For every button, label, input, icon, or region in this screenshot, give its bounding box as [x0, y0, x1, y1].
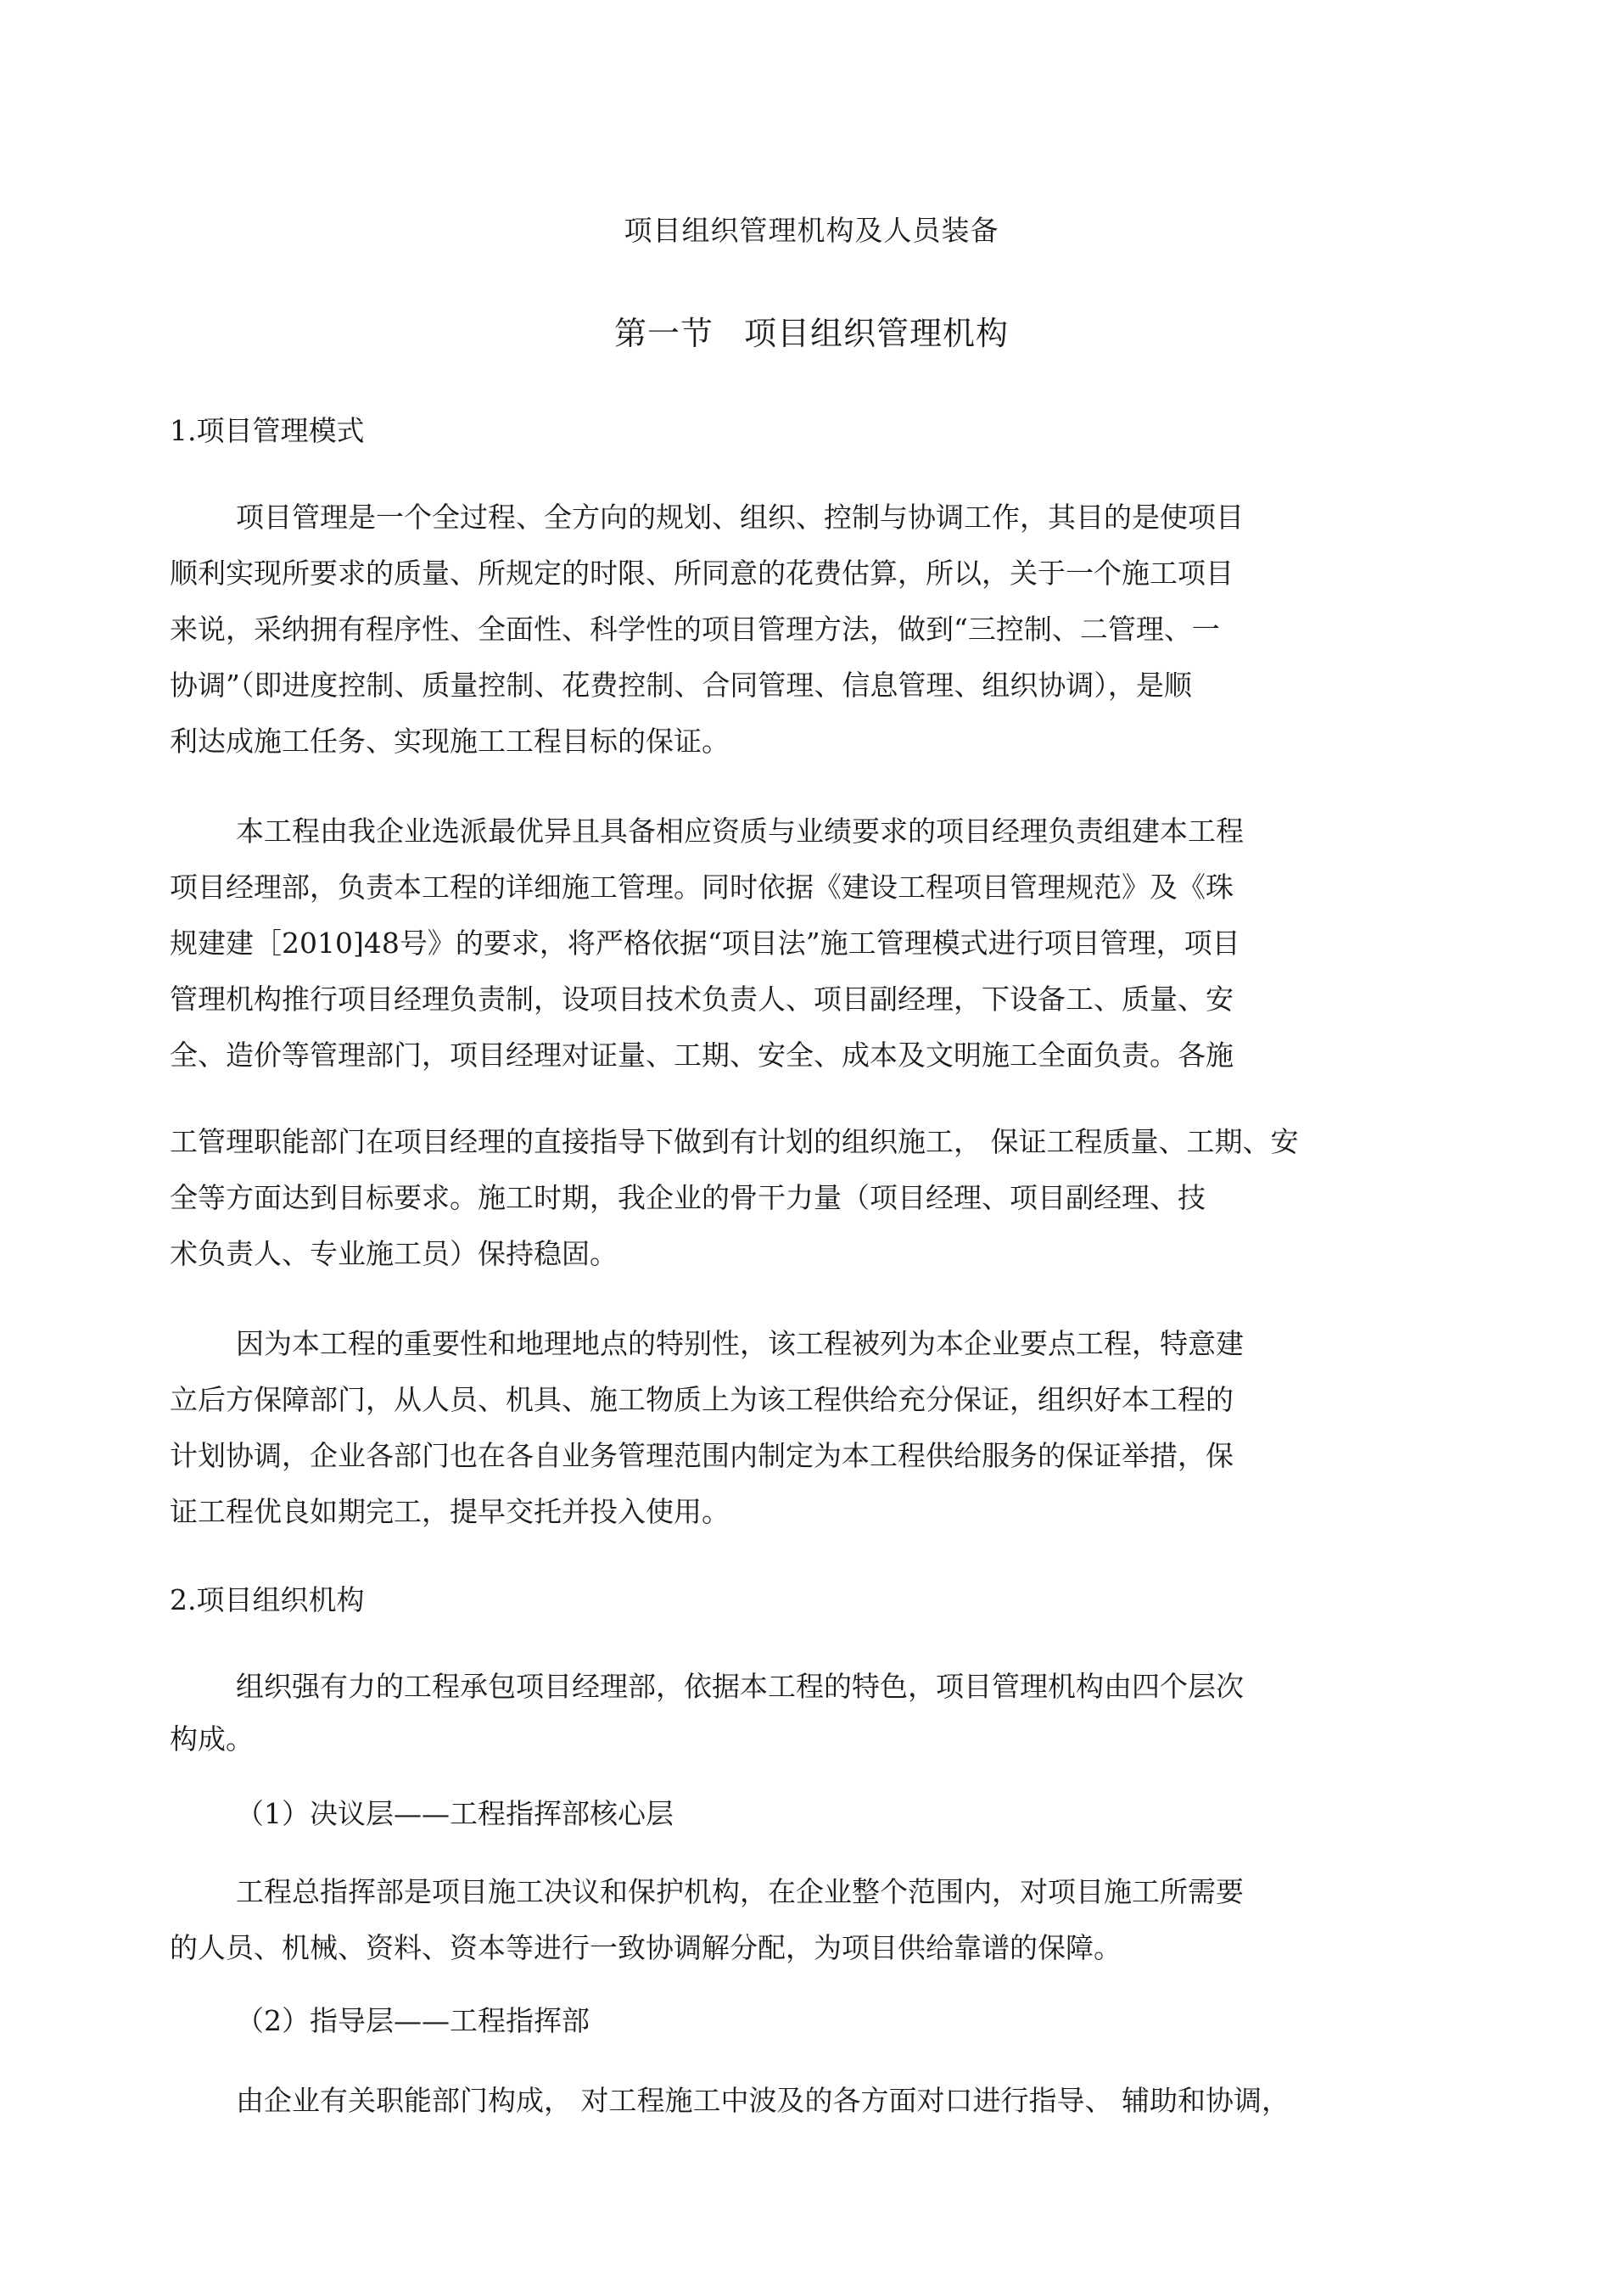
heading-project-organization: 2.项目组织机构: [170, 1583, 365, 1616]
paragraph-2-line-2: 项目经理部，负责本工程的详细施工管理。同时依据《建设工程项目管理规范》及《珠: [170, 871, 1234, 904]
paragraph-5-line-1: 工程总指挥部是项目施工决议和保护机构，在企业整个范围内，对项目施工所需要: [236, 1875, 1244, 1908]
document-title: 项目组织管理机构及人员装备: [624, 214, 999, 247]
paragraph-2-line-3: 规建建［2010]48号》的要求，将严格依据“项目法”施工管理模式进行项目管理，项目: [170, 927, 1240, 960]
paragraph-1-line-3: 来说，采纳拥有程序性、全面性、科学性的项目管理方法，做到“三控制、二管理、一: [170, 613, 1220, 646]
section-prefix: 第一节: [613, 315, 714, 352]
paragraph-2-line-5: 全、造价等管理部门，项目经理对证量、工期、安全、成本及文明施工全面负责。各施: [170, 1039, 1234, 1072]
paragraph-3-line-3: 计划协调，企业各部门也在各自业务管理范围内制定为本工程供给服务的保证举措，保: [170, 1439, 1234, 1472]
paragraph-4-line-2: 构成。: [170, 1722, 254, 1756]
paragraph-3-line-2: 立后方保障部门，从人员、机具、施工物质上为该工程供给充分保证，组织好本工程的: [170, 1383, 1234, 1416]
paragraph-2-line-8: 术负责人、专业施工员）保持稳固。: [170, 1237, 618, 1270]
paragraph-1-line-5: 利达成施工任务、实现施工工程目标的保证。: [170, 725, 730, 758]
subheading-decision-layer: （1）决议层——工程指挥部核心层: [236, 1797, 674, 1830]
subheading-guidance-layer: （2）指导层——工程指挥部: [236, 2004, 590, 2037]
paragraph-5-line-2: 的人员、机械、资料、资本等进行一致协调解分配，为项目供给靠谱的保障。: [170, 1931, 1122, 1964]
paragraph-6-line-1: 由企业有关职能部门构成， 对工程施工中波及的各方面对口进行指导、 辅助和协调，: [236, 2084, 1290, 2117]
section-title: [0, 307, 1623, 354]
paragraph-3-line-4: 证工程优良如期完工，提早交托并投入使用。: [170, 1495, 730, 1528]
paragraph-2-line-1: 本工程由我企业选派最优异且具备相应资质与业绩要求的项目经理负责组建本工程: [236, 815, 1244, 848]
paragraph-1-line-2: 顺利实现所要求的质量、所规定的时限、所同意的花费估算，所以，关于一个施工项目: [170, 557, 1234, 590]
paragraph-4-line-1: 组织强有力的工程承包项目经理部，依据本工程的特色，项目管理机构由四个层次: [236, 1670, 1244, 1703]
heading-project-management-mode: 1.项目管理模式: [170, 414, 365, 447]
section-title-text: 项目组织管理机构: [744, 315, 1010, 352]
paragraph-2-line-7: 全等方面达到目标要求。施工时期，我企业的骨干力量（项目经理、项目副经理、技: [170, 1181, 1206, 1214]
paragraph-1-line-4: 协调”（即进度控制、质量控制、花费控制、合同管理、信息管理、组织协调），是顺: [170, 669, 1192, 702]
paragraph-2-line-6: 工管理职能部门在项目经理的直接指导下做到有计划的组织施工， 保证工程质量、工期、安: [170, 1125, 1299, 1158]
paragraph-3-line-1: 因为本工程的重要性和地理地点的特别性，该工程被列为本企业要点工程，特意建: [236, 1327, 1244, 1360]
paragraph-1-line-1: 项目管理是一个全过程、全方向的规划、组织、控制与协调工作，其目的是使项目: [236, 501, 1244, 534]
paragraph-2-line-4: 管理机构推行项目经理负责制，设项目技术负责人、项目副经理，下设备工、质量、安: [170, 983, 1234, 1016]
